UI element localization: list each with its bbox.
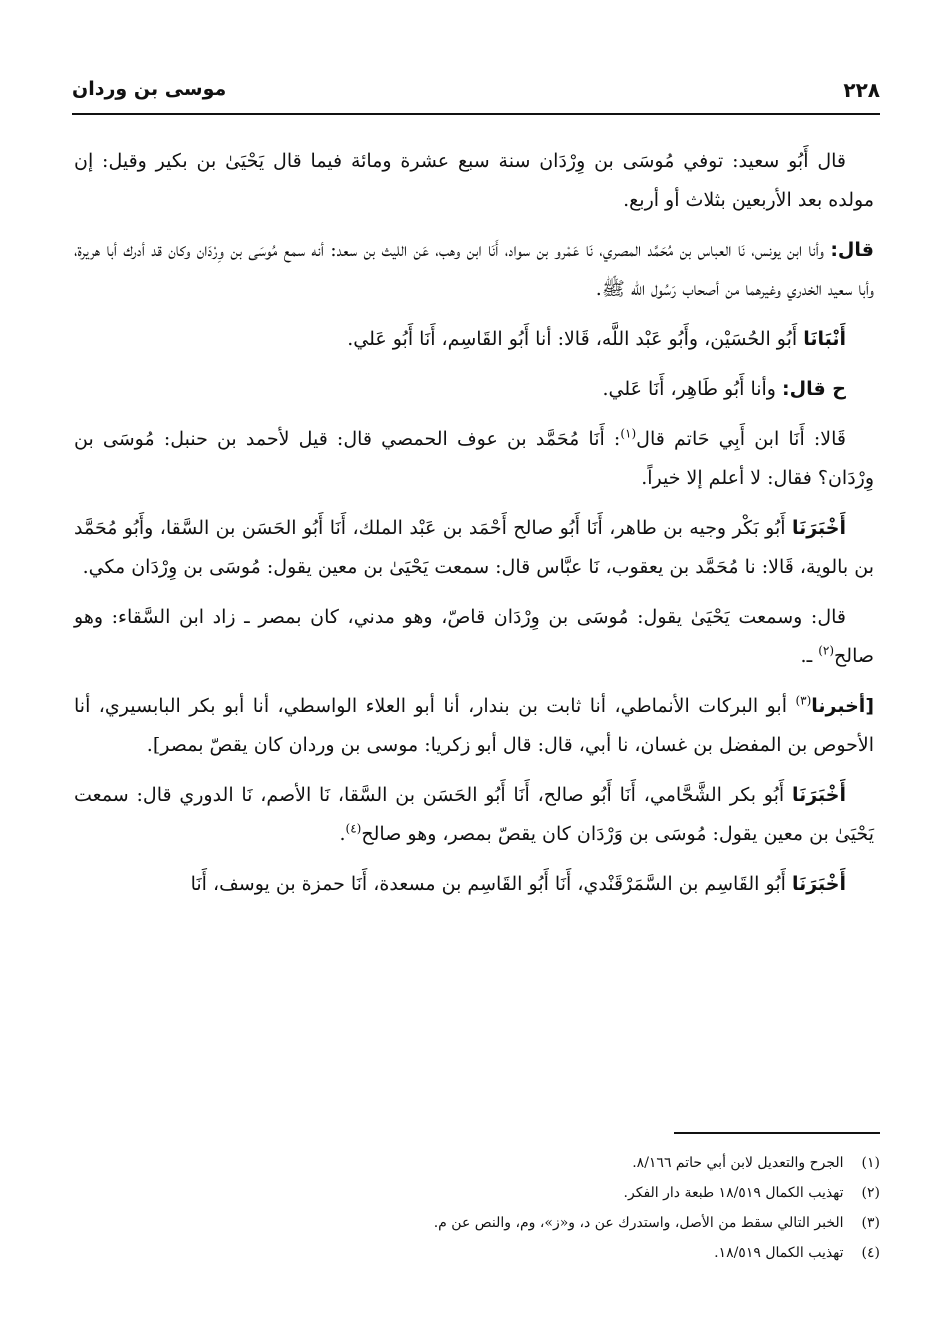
page-header bbox=[72, 78, 880, 110]
footnote-rule bbox=[674, 1132, 880, 1134]
footnote-ref[interactable]: (٤) bbox=[345, 821, 362, 836]
paragraph-lead: قال: bbox=[830, 239, 874, 261]
paragraph-9 bbox=[74, 776, 874, 854]
paragraph-2 bbox=[74, 231, 874, 309]
paragraph-text: وأنا أَبُو طَاهِر، أَنَا عَلي. bbox=[602, 378, 783, 400]
paragraph-lead: أَخْبَرَنَا bbox=[791, 517, 846, 539]
footnote-number: (١) bbox=[861, 1155, 880, 1171]
footnote-text: تهذيب الكمال ١٨/٥١٩. bbox=[714, 1245, 844, 1261]
paragraph-8 bbox=[74, 687, 874, 765]
paragraph-lead: أَخْبَرَنَا bbox=[791, 873, 846, 895]
footnote-ref[interactable]: (٢) bbox=[818, 643, 835, 658]
footnote-number: (٤) bbox=[861, 1245, 880, 1261]
paragraph-text-before-note: قال: وسمعت يَحْيَىٰ يقول: مُوسَى بن وِرْدَان قاصّ، وهو مدني، كان بمصر ـ زاد ابن السَّقاء: وهو صالح bbox=[74, 606, 874, 667]
paragraph-text-before-note: أَبُو بكر الشَّحَّامي، أَنَا أَبُو صالح، أَنَا أَبُو الحَسَن بن السَّقا، نَا الأصم، نَا الدوري قال: سمعت يَحْيَىٰ بن معين يقول: مُوسَى بن وَرْدَان كان يقصّ بمصر، وهو صالح bbox=[74, 784, 874, 845]
footnote-number: (٣) bbox=[861, 1215, 880, 1231]
paragraph-1 bbox=[74, 142, 874, 220]
paragraph-lead: أَنْبَانَا bbox=[803, 328, 846, 350]
paragraph-text: أَبُو بَكْر وجيه بن طاهر، أَنَا أَبُو صالح أَحْمَد بن عَبْد الملك، أَنَا أَبُو الحَسَن بن السَّقا، وأَبُو مُحَمَّد بن بالوية، قَالا: نا مُحَمَّد بن يعقوب، نَا عبَّاس قال: سمعت يَحْيَىٰ بن معين يقول: مُوسَى بن وِرْدَان مكي. bbox=[74, 517, 874, 578]
paragraph-3 bbox=[74, 320, 874, 359]
paragraph-text: ـ. bbox=[800, 645, 819, 667]
footnote-text: الخبر التالي سقط من الأصل، واستدرك عن د، و«ز»، وم، والنص عن م. bbox=[433, 1215, 844, 1231]
paragraph-lead: ح قال: bbox=[782, 378, 846, 400]
paragraph-lead: [أخبرنا bbox=[811, 695, 874, 717]
paragraph-lead: أَخْبَرَنَا bbox=[791, 784, 846, 806]
footnote-number: (٢) bbox=[861, 1185, 880, 1201]
paragraph-6 bbox=[74, 509, 874, 587]
paragraph-10 bbox=[74, 865, 874, 904]
paragraph-7 bbox=[74, 598, 874, 676]
paragraph-text-before-note: قَالا: أَنَا ابن أَبِي حَاتم قال bbox=[636, 428, 846, 450]
main-text bbox=[74, 142, 874, 915]
paragraph-5 bbox=[74, 420, 874, 498]
page-number: ٢٢٨ bbox=[843, 78, 880, 102]
footnote-item bbox=[300, 1148, 880, 1178]
paragraph-text: قال أَبُو سعيد: توفي مُوسَى بن وِرْدَان سنة سبع عشرة ومائة فيما قال يَحْيَىٰ بن بكير وقيل: إن مولده بعد الأربعين بثلاث أو أربع. bbox=[74, 150, 874, 211]
paragraph-4 bbox=[74, 370, 874, 409]
footnote-item bbox=[300, 1208, 880, 1238]
paragraph-text: . bbox=[339, 823, 346, 845]
footnote-ref[interactable]: (٣) bbox=[795, 693, 812, 708]
paragraph-text: وأنا ابن يونس، نَا العباس بن مُحَمَّد المصري، نَا عَمْرو بن سواد، أَنَا ابن وهب، عَن الليث بن سعد: أنه سمع مُوسَى بن وِرْدَان وكان قد أدرك أبا هريرة، وأبا سعيد الخدري وغيرهما من أصحاب رَسُول الله ﷺ. bbox=[74, 239, 874, 300]
footnote-text: الجرح والتعديل لابن أبي حاتم ٨/١٦٦. bbox=[632, 1155, 844, 1171]
running-title: موسى بن وردان bbox=[72, 78, 227, 100]
header-rule bbox=[72, 113, 880, 115]
paragraph-text: : أَنَا مُحَمَّد بن عوف الحمصي قال: قيل لأحمد بن حنبل: مُوسَى بن وِرْدَان؟ فقال: لا أعلم إلا خيراً. bbox=[74, 428, 874, 489]
footnote-ref[interactable]: (١) bbox=[620, 426, 637, 441]
footnote-item bbox=[300, 1178, 880, 1208]
paragraph-text: أَبُو القَاسِم بن السَّمَرْقَنْدي، أَنَا أَبُو القَاسِم بن مسعدة، أَنَا حمزة بن يوسف، أَنَا bbox=[190, 873, 792, 895]
footnotes bbox=[300, 1148, 880, 1268]
footnote-item bbox=[300, 1238, 880, 1268]
paragraph-text: أَبُو الحُسَيْن، وأَبُو عَبْد اللَّه، قَالا: أنا أَبُو القَاسِم، أَنَا أَبُو عَلي. bbox=[347, 328, 804, 350]
footnote-text: تهذيب الكمال ١٨/٥١٩ طبعة دار الفكر. bbox=[623, 1185, 844, 1201]
paragraph-text: أبو البركات الأنماطي، أنا ثابت بن بندار، أنا أبو العلاء الواسطي، أنا أبو بكر البابسيري، أنا الأحوص بن المفضل بن غسان، نا أبي، قال: قال أبو زكريا: موسى بن وردان كان يقصّ بمصر]. bbox=[74, 695, 874, 756]
